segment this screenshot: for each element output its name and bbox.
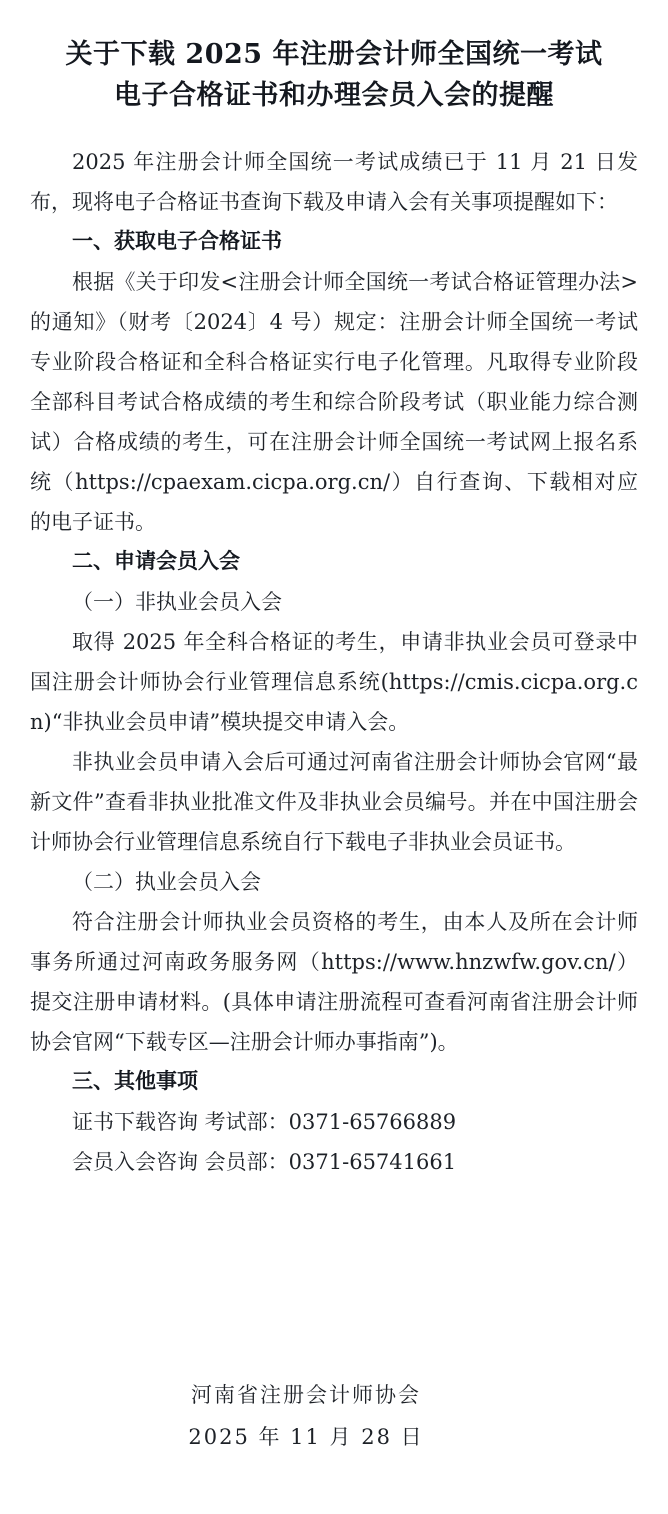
intro-paragraph: 2025 年注册会计师全国统一考试成绩已于 11 月 21 日发布，现将电子合格证书查询下载及申请入会有关事项提醒如下： — [30, 150, 638, 215]
section-heading-1: 一、获取电子合格证书 — [72, 230, 282, 254]
contact-line-membership-department: 会员入会咨询 会员部：0371-65741661 — [72, 1150, 457, 1175]
page-title-line-1: 关于下载 2025 年注册会计师全国统一考试 — [65, 39, 603, 71]
subsection-2-1-paragraph-2: 非执业会员申请入会后可通过河南省注册会计师协会官网“最新文件”查看非执业批准文件及非执业会员编号。并在中国注册会计师协会行业管理信息系统自行下载电子非执业会员证书。 — [30, 750, 638, 855]
subsection-2-2-paragraph-1: 符合注册会计师执业会员资格的考生，由本人及所在会计师事务所通过河南政务服务网（https://www.hnzwfw.gov.cn/）提交注册申请材料。(具体申请注册流程可查看河南省注册会计师协会官网“下载专区—注册会计师办事指南”)。 — [30, 910, 638, 1055]
page-title-line-2: 电子合格证书和办理会员入会的提醒 — [114, 80, 554, 112]
subsection-2-1-paragraph-1: 取得 2025 年全科合格证的考生，申请非执业会员可登录中国注册会计师协会行业管理信息系统(https://cmis.cicpa.org.cn)“非执业会员申请”模块提交申请入会。 — [30, 630, 638, 735]
signature-organization: 河南省注册会计师协会 — [191, 1383, 421, 1408]
page-title — [30, 18, 638, 116]
subsection-heading-2-1: （一）非执业会员入会 — [72, 590, 282, 615]
document-page — [0, 18, 668, 1514]
contact-line-exam-department: 证书下载咨询 考试部：0371-65766889 — [72, 1110, 457, 1135]
document-body — [30, 142, 638, 1182]
section-1-paragraph-1: 根据《关于印发<注册会计师全国统一考试合格证管理办法>的通知》（财考〔2024〕4 号）规定：注册会计师全国统一考试专业阶段合格证和全科合格证实行电子化管理。凡取得专业阶段全部科目考试合格成绩的考生和综合阶段考试（职业能力综合测试）合格成绩的考生，可在注册会计师全国统一考试网上报名系统（https://cpaexam.cicpa.org.cn/）自行查询、下载相对应的电子证书。 — [30, 270, 638, 535]
signature-block — [0, 1374, 668, 1458]
subsection-heading-2-2: （二）执业会员入会 — [72, 870, 261, 895]
section-heading-2: 二、申请会员入会 — [72, 550, 240, 574]
section-heading-3: 三、其他事项 — [72, 1070, 198, 1094]
signature-date: 2025 年 11 月 28 日 — [188, 1425, 424, 1450]
